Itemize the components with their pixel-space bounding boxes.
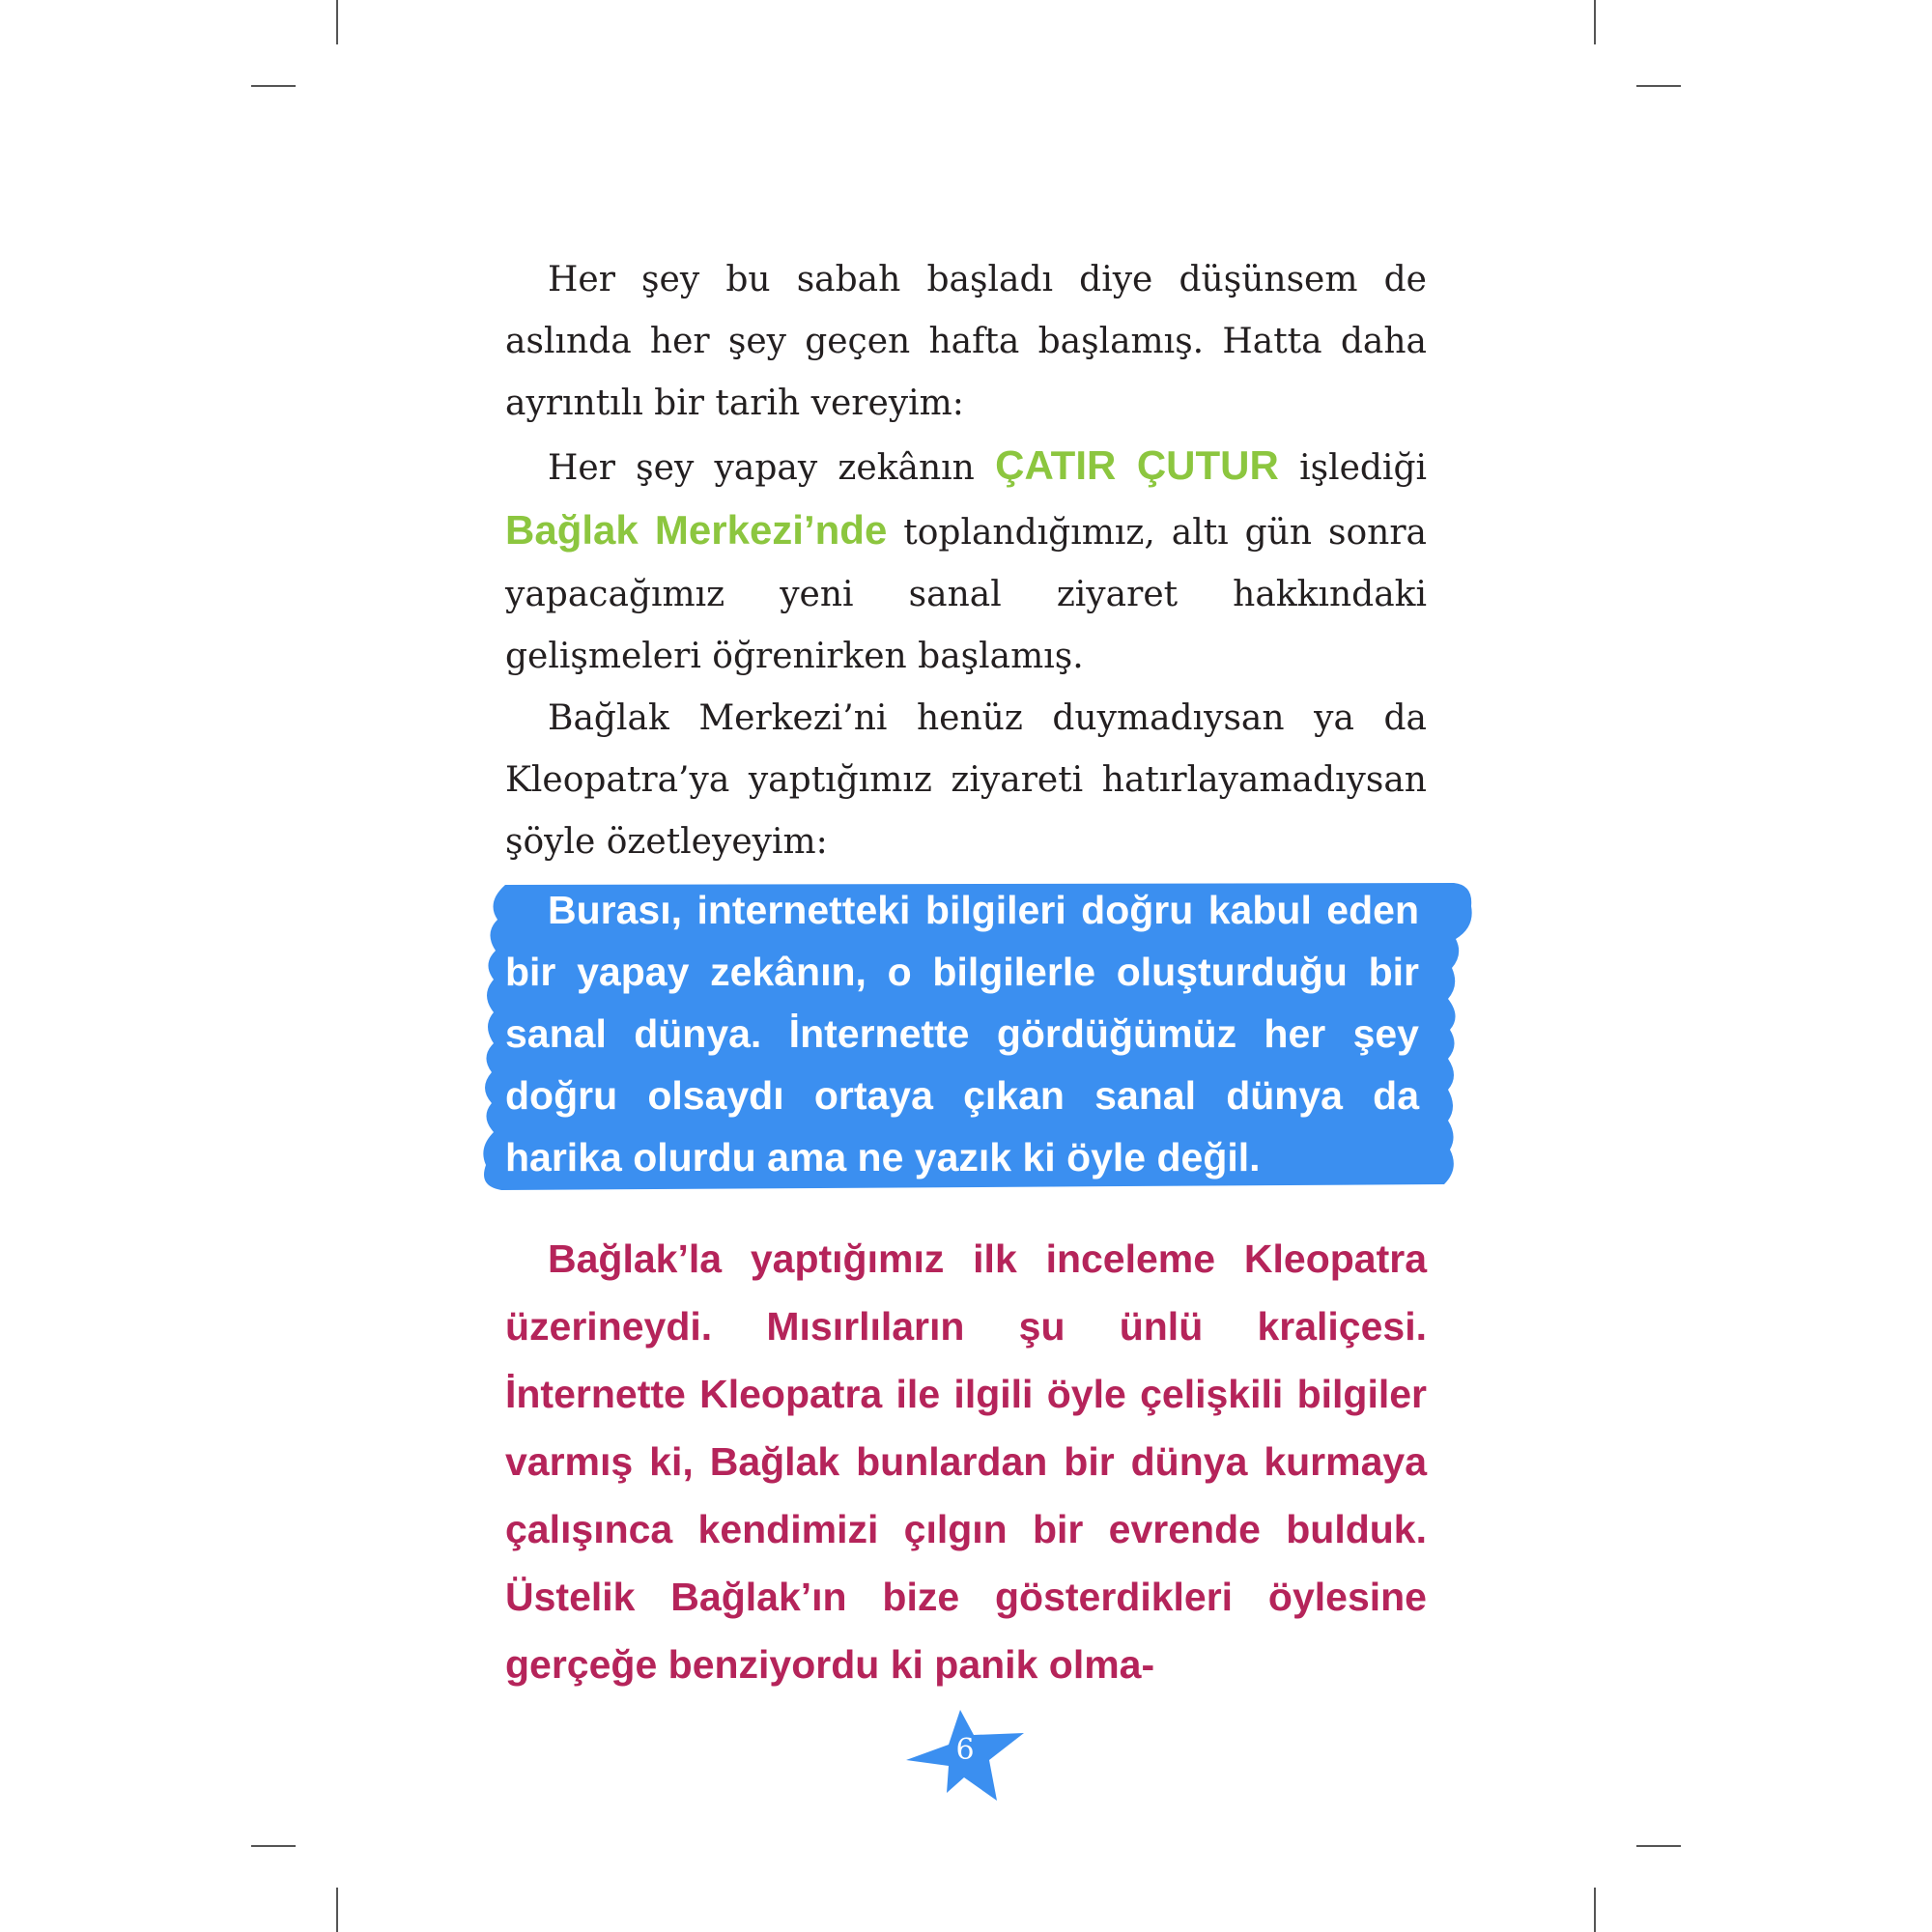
paragraph-2-part-1: Her şey yapay zekânın (548, 448, 975, 488)
crop-mark-top-left-vertical (336, 0, 338, 44)
highlight-catir-cutur: ÇATIR ÇUTUR (995, 442, 1279, 488)
crop-mark-bottom-right-horizontal (1636, 1845, 1681, 1847)
page-number-badge (904, 1706, 1026, 1803)
paragraph-3: Bağlak Merkezi’ni henüz duymadıysan ya da Kleopatra’ya yaptığımız ziyareti hatırlayamadıysan şöyle özetleyeyim: (505, 698, 1427, 862)
crop-mark-top-left-horizontal (251, 85, 296, 87)
paragraph-1: Her şey bu sabah başladı diye düşünsem de aslında her şey geçen hafta başlamış. Hatta daha ayrıntılı bir tarih vereyim: (505, 260, 1427, 423)
body-text (505, 249, 1427, 873)
highlight-baglak-merkezi: Bağlak Merkezi’nde (505, 507, 888, 553)
crop-mark-top-right-horizontal (1636, 85, 1681, 87)
red-paragraph: Bağlak’la yaptığımız ilk inceleme Kleopatra üzerineydi. Mısırlıların şu ünlü kraliçesi. İnternette Kleopatra ile ilgili öyle çelişkili bilgiler varmış ki, Bağlak bunlardan bir dünya kurmaya çalışınca kendimizi çılgın bir evrende bulduk. Üstelik Bağlak’ın bize gösterdikleri öylesine gerçeğe benziyordu ki panik olma- (505, 1236, 1427, 1687)
callout-text: Burası, internetteki bilgileri doğru kabul eden bir yapay zekânın, o bilgilerle oluşturduğu bir sanal dünya. İnternette gördüğümüz her şey doğru olsaydı ortaya çıkan sanal dünya da harika olurdu ama ne yazık ki öyle değil. (505, 888, 1419, 1179)
paragraph-2-part-3: toplandığımız, altı gün sonra yapacağımız yeni sanal ziyaret hakkındaki gelişmeleri öğrenirken başlamış. (505, 513, 1427, 676)
crop-mark-bottom-left-vertical (336, 1888, 338, 1932)
paragraph-2 (505, 435, 1427, 688)
blue-callout-box (478, 879, 1475, 1193)
crop-mark-top-right-vertical (1594, 0, 1596, 44)
page-number: 6 (955, 1733, 975, 1767)
paragraph-2-part-2: işlediği (1299, 448, 1428, 488)
crop-mark-bottom-right-vertical (1594, 1888, 1596, 1932)
crop-mark-bottom-left-horizontal (251, 1845, 296, 1847)
